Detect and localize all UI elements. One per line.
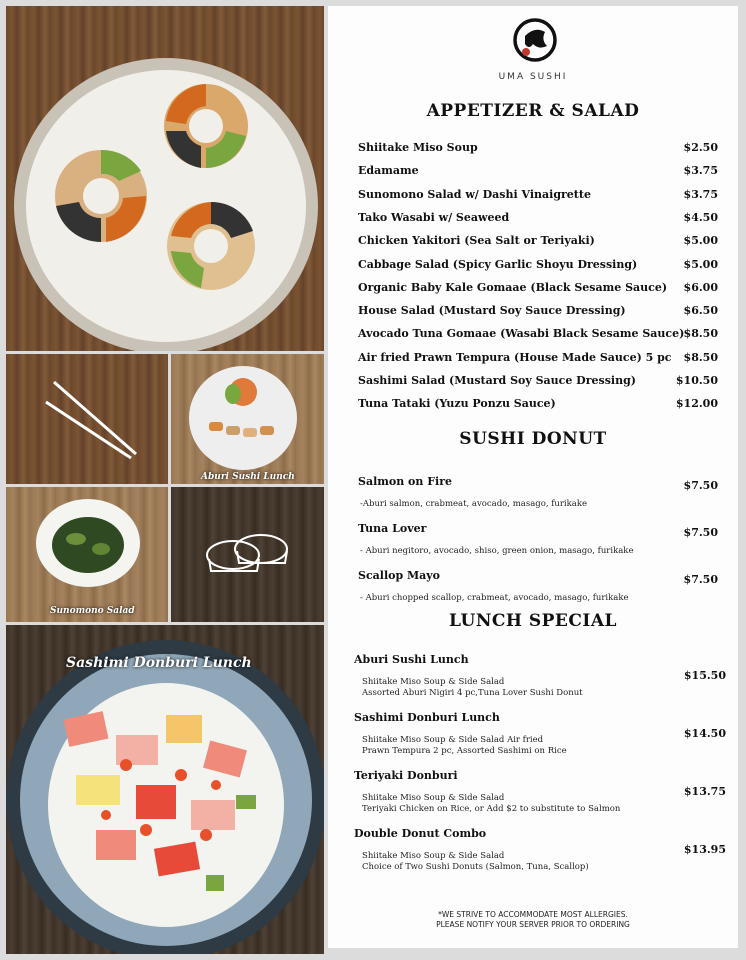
lunch-item-line-2: Assorted Aburi Nigiri 4 pc,Tuna Lover Sushi Donut <box>362 688 583 698</box>
donut-item-name: Scallop Mayo <box>358 569 441 582</box>
sushi-drawing-panel <box>171 487 324 622</box>
menu-item-name: Tako Wasabi w/ Seaweed <box>358 210 510 224</box>
lunch-item-price: $13.95 <box>683 843 726 856</box>
lunch-item-line-1: Shiitake Miso Soup & Side Salad <box>362 677 505 687</box>
donut-item-description: - Aburi negitoro, avocado, shiso, green onion, masago, furikake <box>360 546 634 556</box>
menu-item-name: Air fried Prawn Tempura (House Made Sauce) 5 pc <box>358 350 672 364</box>
donut-item-price: $7.50 <box>683 479 718 492</box>
aburi-lunch-caption: Aburi Sushi Lunch <box>201 472 295 482</box>
menu-item-name: Sunomono Salad w/ Dashi Vinaigrette <box>358 187 591 201</box>
menu-item-price: $3.75 <box>683 187 718 201</box>
menu-item-name: Avocado Tuna Gomaae (Wasabi Black Sesame Sauce) <box>358 327 685 341</box>
donut-plate-photo <box>6 6 324 351</box>
menu-item-name: Tuna Tataki (Yuzu Ponzu Sauce) <box>358 397 556 411</box>
allergy-note <box>328 910 738 930</box>
donburi-bowl-image <box>6 625 324 954</box>
lunch-item-line-2: Teriyaki Chicken on Rice, or Add $2 to substitute to Salmon <box>362 804 621 814</box>
lunch-item-line-2: Choice of Two Sushi Donuts (Salmon, Tuna, Scallop) <box>362 862 589 872</box>
lunch-item-line-1: Shiitake Miso Soup & Side Salad Air fried <box>362 735 544 745</box>
lunch-item-name: Sashimi Donburi Lunch <box>354 711 500 724</box>
menu-item-name: Chicken Yakitori (Sea Salt or Teriyaki) <box>358 234 595 248</box>
sunomono-photo <box>6 487 168 622</box>
sushi-roll-icon <box>171 487 324 622</box>
sunomono-caption: Sunomono Salad <box>50 606 135 616</box>
menu-item-price: $3.75 <box>683 164 718 178</box>
menu-item-name: House Salad (Mustard Soy Sauce Dressing) <box>358 304 626 318</box>
allergy-note-line-1: *WE STRIVE TO ACCOMMODATE MOST ALLERGIES. <box>438 910 628 919</box>
menu-item-price: $2.50 <box>683 141 718 154</box>
lunch-item-price: $15.50 <box>683 669 726 682</box>
photo-column <box>6 6 324 954</box>
lunch-item-name: Double Donut Combo <box>354 827 487 840</box>
donburi-caption: Sashimi Donburi Lunch <box>66 655 252 671</box>
aburi-plate-image <box>171 354 324 484</box>
menu-item-price: $5.00 <box>683 257 718 271</box>
menu-item-name: Sashimi Salad (Mustard Soy Sauce Dressing) <box>358 374 636 387</box>
menu-item-price: $6.50 <box>683 304 718 318</box>
uma-sushi-logo-icon <box>511 16 559 64</box>
menu-item-price: $5.00 <box>683 234 718 248</box>
lunch-item-price: $13.75 <box>683 785 726 798</box>
donburi-photo <box>6 625 324 954</box>
appetizer-heading: APPETIZER & SALAD <box>426 101 640 121</box>
menu-item-name: Edamame <box>358 164 419 178</box>
menu-item-name: Cabbage Salad (Spicy Garlic Shoyu Dressing) <box>358 257 638 271</box>
aburi-lunch-photo <box>171 354 324 484</box>
lunch-item-name: Aburi Sushi Lunch <box>354 653 469 666</box>
brand-name: UMA SUSHI <box>498 72 568 82</box>
menu-item-name: Shiitake Miso Soup <box>358 141 478 154</box>
donut-item-price: $7.50 <box>683 526 718 539</box>
menu-item-price: $12.00 <box>675 397 718 411</box>
chopsticks-panel <box>6 354 168 484</box>
menu-item-price: $4.50 <box>683 210 718 224</box>
menu-item-name: Organic Baby Kale Gomaae (Black Sesame Sauce) <box>358 280 668 294</box>
donut-item-price: $7.50 <box>683 573 718 586</box>
menu-panel <box>328 6 738 948</box>
donut-plate-image <box>6 6 324 351</box>
menu-item-price: $10.50 <box>675 374 718 387</box>
menu-item-price: $6.00 <box>683 280 718 294</box>
donut-item-name: Salmon on Fire <box>358 475 452 488</box>
donut-item-description: - Aburi chopped scallop, crabmeat, avocado, masago, furikake <box>360 593 629 603</box>
lunch-item-price: $14.50 <box>683 727 726 740</box>
lunch-item-name: Teriyaki Donburi <box>354 769 458 782</box>
lunch-item-line-2: Prawn Tempura 2 pc, Assorted Sashimi on Rice <box>362 746 567 756</box>
lunch-item-line-1: Shiitake Miso Soup & Side Salad <box>362 851 505 861</box>
sunomono-bowl-image <box>6 487 168 622</box>
lunch-special-heading: LUNCH SPECIAL <box>448 611 618 631</box>
lunch-item-line-1: Shiitake Miso Soup & Side Salad <box>362 793 505 803</box>
allergy-note-line-2: PLEASE NOTIFY YOUR SERVER PRIOR TO ORDERING <box>436 920 630 929</box>
menu-item-price: $8.50 <box>683 327 718 341</box>
donut-item-description: -Aburi salmon, crabmeat, avocado, masago, furikake <box>360 499 588 509</box>
menu-item-price: $8.50 <box>683 350 718 364</box>
donut-item-name: Tuna Lover <box>358 522 427 535</box>
chopsticks-icon <box>6 354 168 484</box>
sushi-donut-heading: SUSHI DONUT <box>459 429 607 449</box>
